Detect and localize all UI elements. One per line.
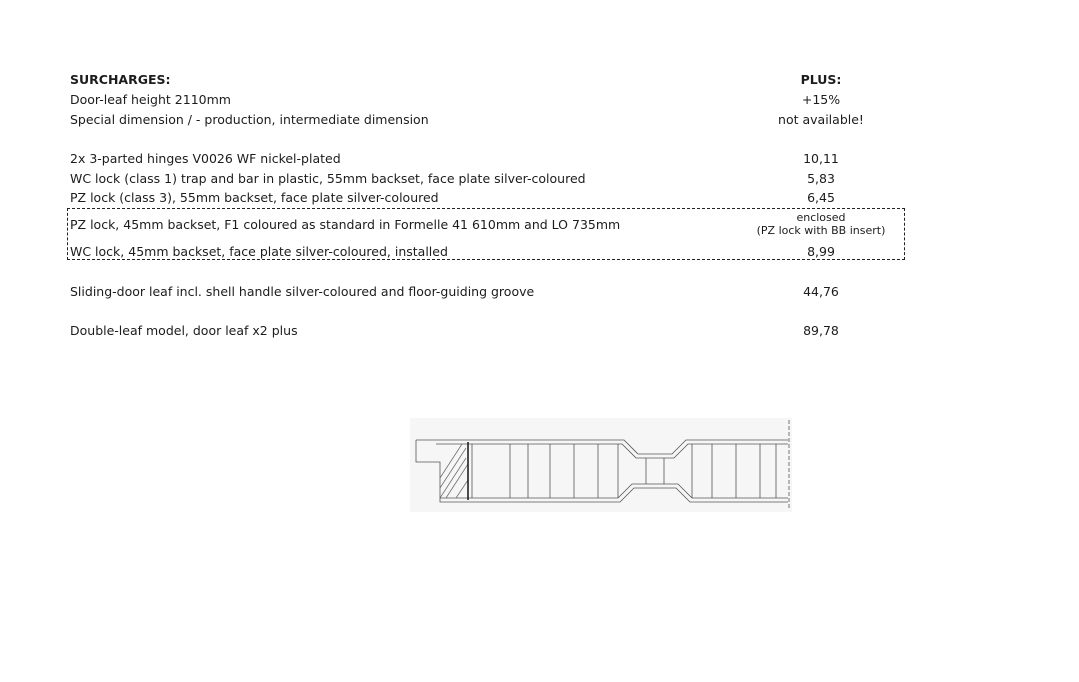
plus-heading: PLUS:	[800, 72, 842, 87]
surcharge-row-sliding-door	[0, 283, 1079, 301]
row-description: WC lock, 45mm backset, face plate silver-coloured, installed	[70, 244, 448, 259]
surcharge-row-special-dimension	[0, 111, 1079, 129]
row-description: PZ lock, 45mm backset, F1 coloured as standard in Formelle 41 610mm and LO 735mm	[70, 217, 621, 232]
surcharge-row-height	[0, 91, 1079, 109]
row-description: Door-leaf height 2110mm	[70, 92, 231, 107]
surcharges-heading: SURCHARGES:	[70, 72, 171, 87]
row-value: 10,11	[803, 151, 839, 166]
row-value: 6,45	[807, 190, 835, 205]
surcharge-row-hinges	[0, 150, 1079, 168]
surcharge-row-double-leaf	[0, 322, 1079, 340]
row-value: enclosed	[796, 211, 846, 224]
header-row	[0, 71, 1079, 89]
door-leaf-section-drawing	[410, 418, 792, 512]
row-note: (PZ lock with BB insert)	[756, 224, 886, 237]
row-description: 2x 3-parted hinges V0026 WF nickel-plated	[70, 151, 341, 166]
row-value: not available!	[778, 112, 864, 127]
row-description: PZ lock (class 3), 55mm backset, face plate silver-coloured	[70, 190, 439, 205]
row-value: 89,78	[803, 323, 839, 338]
surcharge-row-pz-lock-45	[0, 216, 1079, 234]
row-description: Special dimension / - production, intermediate dimension	[70, 112, 429, 127]
surcharge-row-pz-lock-class3	[0, 189, 1079, 207]
row-value: 5,83	[807, 171, 835, 186]
row-description: WC lock (class 1) trap and bar in plastic, 55mm backset, face plate silver-coloured	[70, 171, 586, 186]
surcharge-row-wc-lock-45	[0, 243, 1079, 261]
row-description: Sliding-door leaf incl. shell handle silver-coloured and floor-guiding groove	[70, 284, 535, 299]
row-value: +15%	[801, 92, 841, 107]
row-value: 8,99	[807, 244, 835, 259]
surcharge-row-wc-lock-class1	[0, 170, 1079, 188]
row-value: 44,76	[803, 284, 839, 299]
row-description: Double-leaf model, door leaf x2 plus	[70, 323, 298, 338]
enclosed-cell	[750, 211, 892, 237]
